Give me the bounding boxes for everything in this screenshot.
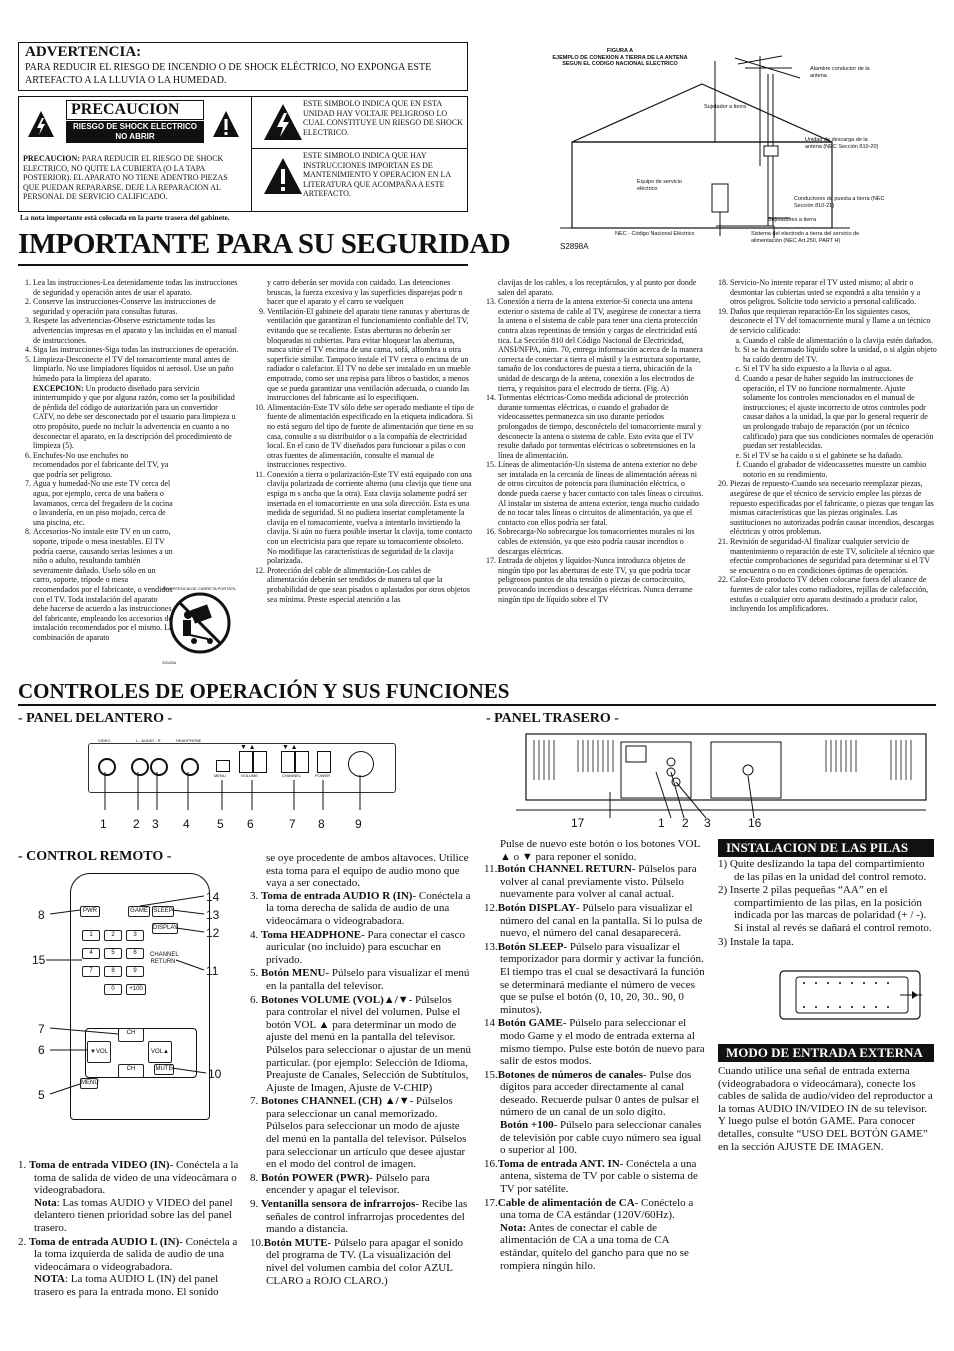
volup-label: VOL xyxy=(151,1049,164,1055)
callout-6r: 6 xyxy=(38,1043,45,1057)
list-item: 2. Conserve las instrucciones-Conserve las instrucciones de seguridad y operación para consultas futuras. xyxy=(33,297,240,316)
list-item: 4. Siga las instrucciones-Siga todas las instrucciones de operación. xyxy=(33,345,240,355)
label-menu: MENU xyxy=(214,773,226,778)
callout-r1: 1 xyxy=(658,816,665,830)
desc-9: 9. Ventanilla sensora de infrarrojos- Recibe las señales de control infrarrojas procedentes del mando a distancia. xyxy=(250,1198,468,1236)
list-item: 18. Servicio-No intente reparar el TV usted mismo; al abrir o desmontar las cubiertas usted se expondrá a alta tensión y a otros peligros. Solicite todo servicio a personal calificado. xyxy=(730,278,937,307)
cart-tip-icon xyxy=(168,591,232,655)
caution-label-box xyxy=(22,102,243,144)
exclamation-symbol-icon xyxy=(263,157,303,195)
figure-a xyxy=(520,46,940,266)
figure-code: S2898A xyxy=(560,242,589,251)
d15b-text: - Púlselo para seleccionar canales de televisión por cable cuyo número sea igual o superior al 100. xyxy=(500,1119,702,1157)
digit-4-button[interactable]: 4 xyxy=(82,948,100,959)
digit-7-button[interactable]: 7 xyxy=(82,966,100,977)
caution-text-body: PARA REDUCIR EL RIESGO DE SHOCK ELECTRICO, NO QUITE LA CUBIERTA (O LA TAPA POSTERIOR). EL APARATO NO TIENE ADENTRO PIEZAS QUE PUEDAN REPARARSE. DEJE LA REPARACION AL PERSONAL DE SERVICIO CALIFICADO. xyxy=(23,154,228,202)
antenna-house-diagram xyxy=(520,46,940,266)
label-sistema: Sistema del electrodo a tierra del servicio de alimentación (NEC Art.250, PART H) xyxy=(751,231,860,244)
d8-name: Botón POWER (PWR) xyxy=(261,1171,370,1184)
shock-label: RIESGO DE SHOCK ELECTRICO NO ABRIR xyxy=(66,121,204,143)
d17-note: Antes de conectar el cable de alimentación de CA a una toma de CA estándar, quítelo del gancho para que no se rompiera ningún hilo. xyxy=(500,1221,689,1272)
rear-panel-diagram xyxy=(486,732,936,832)
d5-name: Botón MENU xyxy=(261,967,326,980)
desc-list-3 xyxy=(484,863,706,1272)
batteries-list xyxy=(718,858,936,948)
d2-name: Toma de entrada AUDIO L (IN) xyxy=(29,1235,180,1248)
sleep-button[interactable]: SLEEP xyxy=(152,906,174,917)
rule xyxy=(18,704,936,706)
d11-text: - Púlselos para volver al canal previamente visto. Púlselo nuevamente para volver al canal actual. xyxy=(500,863,697,901)
safety-list-2 xyxy=(252,307,474,604)
rule xyxy=(18,264,468,266)
list-item: 13. Conexión a tierra de la antena exterior-Si conecta una antena exterior o sistema de cable al TV, asegúrese de conectar a tierra la antena o el sistema de cable para tener una cierta protección contra alzas repentinas de tensión y cargas de electricidad está tica. La Sección 810 del Código Nacional de Electricidad, ANSI/NFPA, núm. 70, entrega información acerca de la manera correcta de conectar a tierra el mástil y la estructura soportante, tamaño de los conductores de puesta a tierra, ubicación de la unidad de descarga de la antena, conexión a los electrodos de tierra, y requisitos para el electrodo de tierra. (Fig. A) xyxy=(498,297,705,393)
digit-0-button[interactable]: 0 xyxy=(104,984,122,995)
d10-text: - Púlselo para apagar el sonido del programa de TV. (La visualización del nivel del volumen cambia del color AZUL CLARO a ROJO CLARO.) xyxy=(266,1236,463,1287)
d15-text: - Pulse dos dígitos para acceder directamente al canal deseado. Recuerde pulsar 0 antes de pulsar el número de un canal de un solo dígito. xyxy=(500,1068,700,1119)
list-item: 1. Lea las instrucciones-Lea detenidamente todas las instrucciones de seguridad y operación antes de usar el aparato. xyxy=(33,278,240,297)
external-title: MODO DE ENTRADA EXTERNA xyxy=(718,1044,934,1062)
d2-cont: se oye procedente de ambos altavoces. Utilice esta toma para el equipo de audio mono que vaya a ser conectado. xyxy=(266,852,469,890)
d3-name: Toma de entrada AUDIO R (IN) xyxy=(261,889,413,902)
callout-14: 14 xyxy=(206,890,220,904)
symbol2-text: ESTE SIMBOLO INDICA QUE HAY INSTRUCCIONES IMPORTAN ES DE MANTENIMIENTO Y OPERACION EN LA LITERATURA QUE ACOMPAÑA A ESTE ARTEFACTO. xyxy=(303,151,451,199)
channel-up-button[interactable]: CH xyxy=(118,1028,144,1042)
d15-name: Botones de números de canales xyxy=(497,1068,643,1081)
remote-title: - CONTROL REMOTO - xyxy=(18,849,172,864)
figure-title-1: FIGURA A xyxy=(606,48,634,54)
callout-10: 10 xyxy=(208,1067,222,1081)
pwr-button[interactable]: PWR xyxy=(80,906,100,917)
list-item: 14. Tormentas eléctricas-Como medida adicional de protección durante tormentas eléctricas, o cuando el grabador de videocassettes permanezca sin uso durante períodos prolongados de tiempo, desconéctelo del tomacorriente mural y desconecte la antena o sistema de cable. Esto evita que el TV resulte dañado por tormentas eléctricas o sobretensiones en la línea de alimentación. xyxy=(498,393,705,460)
label-video: VIDEO xyxy=(98,738,111,743)
d13-text: - Púlselo para visualizar el temporizador para dormir y activar la función. El tiempo tras el cual se desactivará la función se determinará mediante el número de veces que se pulse el botón (0, 10, 20, 30.. 90, 0 minutos). xyxy=(500,940,705,1016)
label-audio: L - AUDIO - R xyxy=(136,738,161,743)
display-button[interactable]: DISPLAY xyxy=(152,923,178,934)
caution-text xyxy=(23,154,245,202)
channel-arrows-icon: ▼ ▲ xyxy=(282,743,298,751)
figure-title-2: EJEMPLO DE CONEXION A TIERRA DE LA ANTENA xyxy=(552,54,688,61)
desc-3: 3. Toma de entrada AUDIO R (IN)- Conéctela a la toma derecha de salida de audio de una videocámara o videograbadora. xyxy=(250,889,471,927)
desc-col-2 xyxy=(250,852,472,1288)
list-item: 20. Piezas de repuesto-Cuando sea necesario reemplazar piezas, asegúrese de que el técnico de servicio emplee las piezas de repuesto especificadas por el fabricante, o piezas que tengan las mismas características que las piezas originales. Las sustituciones no autorizadas podrán causar incendios, descargas eléctricas y otros problemas. xyxy=(730,479,937,537)
rear-panel-drawing xyxy=(486,732,936,832)
safety-col-2 xyxy=(252,278,474,604)
controls-title: CONTROLES DE OPERACIÓN Y SUS FUNCIONES xyxy=(18,679,510,703)
list-item: 10. Alimentación-Este TV sólo debe ser operado mediante el tipo de fuente de alimentación especificado en la etiqueta indicadora. Si no está seguro del tipo de fuente de alimentación que tiene en su casa, consulte a su distribuidor o a la compañía de electricidad local. En el caso de TV diseñados para funcionar a pilas o con otras fuentes de alimentación, consulte el manual de instrucciones respectivo. xyxy=(267,403,474,470)
front-panel-diagram xyxy=(86,738,396,832)
desc-list-1 xyxy=(18,1159,240,1299)
caution-text-lead: PRECAUCION: xyxy=(23,154,80,163)
callout-12: 12 xyxy=(206,926,220,940)
d1-text: - Conéctela a la toma de salida de video de una videocámara o videograbadora. xyxy=(34,1159,239,1197)
callout-11: 11 xyxy=(206,964,219,978)
list-item: 11. Conexión a tierra o polarización-Este TV está equipado con una clavija polarizada de corriente alterna (una clavija que tiene una espiga m s ancha que la otra). Esta clavija solamente podrá ser insertada en el tomacorriente en una sola dirección. Esta es una medida de seguridad. Si no pudiera insertar completamente la clavija en el tomacorriente, vuelva a intentarlo invirtiendo la clavija. Si aún no fuera posible insertar la clavija, tome contacto con un electricista para que repare su tomacorriente obsoleto. No modifique las características de seguridad de la clavija polarizada. xyxy=(267,470,474,566)
d8-text: - Púlselo para encender y apagar el televisor. xyxy=(266,1171,430,1197)
batteries-steps xyxy=(718,858,936,949)
d10-cont: Pulse de nuevo este botón o los botones VOL ▲ o ▼ para reponer el sonido. xyxy=(500,838,700,863)
d15b-name: Botón +100 xyxy=(500,1119,554,1132)
desc-13: 13.Botón SLEEP- Púlselo para visualizar el temporizador para dormir y activar la función. El tiempo tras el cual se desactivará la función se determinará mediante el número de veces que se pulse el botón (0, 10, 20, 30.. 90, 0 minutos). xyxy=(484,940,705,1016)
desc-15: 15.Botones de números de canales- Pulse dos dígitos para acceder directamente al canal deseado. Recuerde pulsar 0 antes de pulsar el número de un canal de un solo dígito. Botón +100- Púlselo para seleccionar canales de televisión por cable cuyo número sea igual o superior al 100. xyxy=(484,1068,702,1157)
d10-name: Botón MUTE xyxy=(263,1236,328,1249)
exclamation-warning-icon xyxy=(212,110,240,138)
callout-1: 1 xyxy=(100,817,107,831)
remote-diagram xyxy=(30,868,240,1118)
d5-text: - Púlselo para visualizar el menú en la pantalla del televisor. xyxy=(266,967,470,992)
list-item: a. Cuando el cable de alimentación o la clavija estén dañados. xyxy=(743,336,937,346)
external-text: Cuando utilice una señal de entrada externa (videograbadora o videocámara), conecte los cables de salida de audio/video del reproductor a la tomas AUDIO IN/VIDEO IN de su televisor. Y luego pulse el botón GAME. Para conocer detalles, consulte “USO DEL BOTÓN GAME” en la sección AJUSTE DE IMAGEN. xyxy=(718,1065,933,1153)
d16-name: Toma de entrada ANT. IN xyxy=(497,1157,620,1170)
channel-return-button[interactable]: CHANNEL RETURN xyxy=(150,952,176,968)
d17-text: - Conéctelo a una toma de CA estándar (120V/60Hz). xyxy=(500,1196,694,1222)
digit-5-button[interactable]: 5 xyxy=(104,948,122,959)
label-sujetador: Sujetador a tierra xyxy=(704,104,747,110)
d4-text: - Para conectar el casco auricular (no incluido) para escuchar en privado. xyxy=(266,928,465,966)
rear-panel-title: - PANEL TRASERO - xyxy=(486,711,619,726)
list-item: 12. Protección del cable de alimentación-Los cables de alimentación deberán ser tendidos de manera tal que la probabilidad de que sean pisados o aplastados por otros objetos sea mínima. Preste especial atención a las xyxy=(267,566,474,604)
plus100-button[interactable]: +100 xyxy=(126,984,146,995)
list-item: 6. Enchufes-No use enchufes no recomendados por el fabricante del TV, ya que podría ser peligroso. xyxy=(33,451,173,480)
desc-14: 14 Botón GAME- Púlselo para seleccionar el modo Game y el modo de entrada externa al mismo tiempo. Pulse este botón de nuevo para salir de estos modos. xyxy=(484,1017,705,1068)
safety-list-3 xyxy=(483,297,705,604)
channel-down-button[interactable]: CH xyxy=(118,1064,144,1078)
d7-text: - Púlselos para seleccionar un canal memorizado. Púlselos para seleccionar un modo de ajuste del menú en la pantalla del televisor. Púlselos para seleccionar un artículo que desee ajustar en el modo del control de imagen. xyxy=(266,1095,467,1171)
d1-name: Toma de entrada VIDEO (IN) xyxy=(29,1159,170,1171)
battery-cover-drawing xyxy=(776,967,926,1023)
callout-8r: 8 xyxy=(38,908,45,922)
d14-text: - Púlselo para seleccionar el modo Game y el modo de entrada externa al mismo tiempo. Pulse este botón de nuevo para salir de estos modos. xyxy=(500,1017,705,1068)
battery-cover-figure xyxy=(776,967,926,1023)
desc-1: 1. Toma de entrada VIDEO (IN)- Conéctela a la toma de salida de video de una videocámara o videograbadora. Nota: Las tomas AUDIO y VIDEO del panel delantero tienen prioridad sobre las del panel trasero. xyxy=(18,1159,239,1234)
safety-sublist xyxy=(715,336,937,480)
list-item: 9. Ventilación-El gabinete del aparato tiene ranuras y aberturas de ventilación que garantizan el funcionamiento confiable del TV, evitando que se recaliente. Estas aberturas no deberán ser bloqueadas ni cubiertas. Para evitar bloquear las aberturas, nunca sitúe el TV encima de una cama, sofá, alfombra u otra superficie similar. Tampoco instale el TV cerca o encima de un radiador o calefactor. El TV no debe ser instalado en un mueble empotrado, como ser una repisa para libros o bastidor, a menos que se pueda garantizar una ventilación adecuada, o cuando las instrucciones del fabricante así lo especifiquen. xyxy=(267,307,474,403)
desc-6: 6. Botones VOLUME (VOL)▲/▼- Púlselos para controlar el nivel del volumen. Pulse el botón VOL ▲ para determinar un modo de ajuste del menú en la pantalla del televisor. Púlselos para seleccionar o ajustar de un menú particular. (por ejemplo: Selección de Idioma, Preajuste de Canales, Selección de Subtítulos, Ajuste de Imagen, Ajuste de V-CHIP) xyxy=(250,993,471,1094)
caution-title: PRECAUCION xyxy=(66,100,204,120)
warning-box xyxy=(18,42,468,91)
battery-step: 2) Inserte 2 pilas pequeñas “AA” en el compartimiento de las pilas, en la posición indicada por las marcas de polaridad (+ / -). Si instal al revés se dañará el control remoto. xyxy=(718,884,932,934)
cart-warning-figure xyxy=(162,586,242,664)
voldn-label: VOL xyxy=(95,1049,108,1055)
desc-16: 16.Toma de entrada ANT. IN- Conéctela a una antena, sistema de TV por cable o sistema de TV por satélite. xyxy=(484,1157,698,1196)
label-channel: CHANNEL xyxy=(282,773,302,778)
d14-name: Botón GAME xyxy=(497,1017,563,1030)
label-conductores: Conductores de puesta a tierra (NEC Sección 810-21) xyxy=(794,196,885,209)
d1-note-lead: Nota xyxy=(34,1196,57,1209)
exception-text: Un producto diseñado para servicio ininterrumpido y que por alguna razón, como ser la posibilidad de pérdida del código de autorización para un convertidor CATV, no debe ser desconectado por el usuario para limpieza u otro propósito, puede no incluir la advertencia en cuanto a no desconectar el aparato, en la descripción del procedimiento de limpieza (5). xyxy=(33,383,236,451)
list-item: 17. Entrada de objetos y líquidos-Nunca introduzca objetos de ningún tipo por las aberturas de este TV, ya que podría tocar peligrosos puntos de alta tensión o piezas de cortocircuito, provocando incendios o descargas eléctricas. Nunca derrame ningún tipo de líquido sobre el TV xyxy=(498,556,705,604)
list-item: 8. Accesorios-No instale este TV en un carro, soporte, trípode o mesa inestables. El TV podría caerse, causando serias lesiones a un niño o adulto, resultando también severamente dañado. Uselo sólo en un carro, soporte, trípode o mesa recomendados por el fabricante, o vendidos con el TV. Toda instalación del aparato debe hacerse de acuerdo a las instrucciones del fabricante, empleando los accesorios de instalación recomendados por el mismo. La combinación de aparato xyxy=(33,527,173,642)
label-headphone: HEADPHONE xyxy=(176,738,202,743)
list-item: 7. Agua y humedad-No use este TV cerca del agua, por ejemplo, cerca de una bañera o lavamanos, cerca del fregadero de la cocina o lavandería, en un piso mojado, cerca de una piscina, etc. xyxy=(33,479,173,527)
figure-title-3: SEGUN EL CODIGO NACIONAL ELECTRICO xyxy=(562,61,678,67)
d9-text: - Recibe las señales de control infrarrojas procedentes del mando a distancia. xyxy=(266,1198,468,1236)
menu-button[interactable]: MENU xyxy=(80,1078,98,1089)
batteries-title: INSTALACION DE LAS PILAS xyxy=(718,839,934,857)
list-item: 3. Respete las advertencias-Observe estrictamente todas las advertencias impresas en el aparato y las incluidas en el manual de instrucciones. xyxy=(33,316,240,345)
callout-2: 2 xyxy=(133,817,140,831)
d11-name: Botón CHANNEL RETURN xyxy=(497,863,632,876)
warning-title: ADVERTENCIA: xyxy=(25,44,142,60)
desc-list-2 xyxy=(250,890,472,1287)
callout-4: 4 xyxy=(183,817,190,831)
callout-13: 13 xyxy=(206,908,220,922)
digit-3-button[interactable]: 3 xyxy=(126,930,144,941)
desc-12: 12.Botón DISPLAY- Púlselo para visualizar el número del canal en la pantalla. Si lo pulsa de nuevo, el número del canal desaparecerá. xyxy=(484,901,703,940)
desc-7: 7. Botones CHANNEL (CH) ▲/▼- Púlselos para seleccionar un canal memorizado. Púlselos para seleccionar un modo de ajuste del menú en la pantalla del televisor. Púlselos para seleccionar un artículo que desee ajustar en el modo del control de imagen. xyxy=(250,1095,467,1171)
safety-list-1 xyxy=(18,278,240,384)
d2-note-lead: NOTA xyxy=(34,1273,65,1286)
safety-list-4b xyxy=(715,479,937,613)
callout-17: 17 xyxy=(571,816,585,830)
desc-8: 8. Botón POWER (PWR)- Púlselo para encender y apagar el televisor. xyxy=(250,1171,430,1197)
list-item: 15. Líneas de alimentación-Un sistema de antena exterior no debe ser instalada en la cercanía de líneas de alimentación aéreas ni de otros circuitos de potencia para iluminación eléctrica, o donde pueda caerse y hacer contacto con tales líneas o circuitos. Al instalar un sistema de antena exterior, tenga mucho cuidado de no tocar tales líneas o circuitos de alimentación, ya que el contacto con ellos podría ser fatal. xyxy=(498,460,705,527)
d12-name: Botón DISPLAY xyxy=(497,901,576,914)
list-item: c. Si el TV ha sido expuesto a la lluvia o al agua. xyxy=(743,364,937,374)
d3-text: - Conéctela a la toma derecha de salida de audio de una videocámara o videograbadora. xyxy=(266,889,471,927)
digit-6-button[interactable]: 6 xyxy=(126,948,144,959)
d2-text: - Conéctela a la toma izquierda de salida de audio de una videocámara o videograbadora. xyxy=(34,1235,238,1273)
label-volume: VOLUME xyxy=(241,773,258,778)
digit-1-button[interactable]: 1 xyxy=(82,930,100,941)
warning-text: PARA REDUCIR EL RIESGO DE INCENDIO O DE SHOCK ELÉCTRICO, NO EXPONGA ESTE ARTEFACTO A LA LLUVIA O LA HUMEDAD. xyxy=(25,62,432,86)
safety-col-4 xyxy=(715,278,937,614)
callout-6: 6 xyxy=(247,817,254,831)
d6-name: Botones VOLUME (VOL)▲/▼ xyxy=(261,993,409,1006)
desc-5: 5. Botón MENU- Púlselo para visualizar el menú en la pantalla del televisor. xyxy=(250,967,470,992)
d16-text: - Conéctela a una antena, sistema de TV por cable o sistema de TV por satélite. xyxy=(500,1157,698,1196)
divider xyxy=(251,148,467,149)
digit-8-button[interactable]: 8 xyxy=(104,966,122,977)
list-item: 19. Daños que requieran reparación-En los siguientes casos, desconecte el TV del tomacorriente mural y llame a un técnico de servicio calificado: xyxy=(730,307,937,336)
lightning-symbol-icon xyxy=(263,103,303,141)
desc-col-3 xyxy=(484,838,706,1273)
mute-button[interactable]: MUTE xyxy=(154,1064,174,1075)
exception-block xyxy=(18,384,240,451)
list-item: 21. Revisión de seguridad-Al finalizar cualquier servicio de mantenimiento o reparación de este TV, solicítele al técnico que efectúe comprobaciones de seguridad para determinar si el TV se encuentra o no en condiciones óptimas de operación. xyxy=(730,537,937,575)
battery-step: 1) Quite deslizando la tapa del compartimiento de las pilas en la unidad del control remoto. xyxy=(718,858,927,883)
d12-text: - Púlselo para visualizar el número del canal en la pantalla. Si lo pulsa de nuevo, el número del canal desaparecerá. xyxy=(500,901,703,940)
arrow-up-icon: ▲ xyxy=(163,1049,169,1055)
d1-note: : Las tomas AUDIO y VIDEO del panel delantero tienen prioridad sobre las del panel trasero. xyxy=(34,1196,233,1234)
label-unidad: Unidad de descarga de la antena (NEC Sección 810-20) xyxy=(805,137,879,150)
battery-step: 3) Instale la tapa. xyxy=(718,935,794,948)
exception-lead: EXCEPCION: xyxy=(33,383,84,393)
callout-7r: 7 xyxy=(38,1022,45,1036)
callout-15: 15 xyxy=(32,953,46,967)
caution-box xyxy=(18,96,468,212)
label-sujetadores: Sujetadores a tierra xyxy=(768,217,816,223)
d4-name: Toma HEADPHONE xyxy=(261,928,362,941)
digit-2-button[interactable]: 2 xyxy=(104,930,122,941)
safety-col-3 xyxy=(483,278,705,604)
d2-note: : La toma AUDIO L (IN) del panel trasero es para la entrada mono. El sonido xyxy=(34,1273,219,1298)
divider xyxy=(251,97,252,211)
list-item: e. Si el TV se ha caído o si el gabinete se ha dañado. xyxy=(743,451,937,461)
safety-list-4 xyxy=(715,278,937,336)
d6-text: - Púlselos para controlar el nivel del volumen. Pulse el botón VOL ▲ para determinar un modo de ajuste del menú en la pantalla del televisor. Púlselos para seleccionar o ajustar de un menú particular. (por ejemplo: Selección de Idioma, Preajuste de Canales, Selección de Subtítulos, Ajuste de Imagen, Ajuste de V-CHIP) xyxy=(266,993,471,1094)
label-alambre: Alambre conductor de la antena xyxy=(810,66,870,79)
label-power: POWER xyxy=(315,773,331,778)
list-item: f. Cuando el grabador de videocassettes muestre un cambio notorio en su rendimiento. xyxy=(743,460,937,479)
cart-code: S3126A xyxy=(162,660,177,665)
d17-name: Cable de alimentación de CA xyxy=(497,1196,635,1209)
callout-5r: 5 xyxy=(38,1088,45,1102)
list-item: d. Cuando a pesar de haber seguido las instrucciones de operación, el TV no funcione normalmente. Ajuste solamente los controles mencionados en el manual de instrucciones; el ajuste incorrecto de otros controles podr causar daños a la unidad, la que por lo general requerir de un prolongado trabajo de reparación (por un técnico calificado) para que sus condiciones normales de operación puedan ser restablecidas. xyxy=(743,374,937,451)
list-item: b. Si se ha derramado líquido sobre la unidad, o si algún objeto ha caído dentro del TV. xyxy=(743,345,937,364)
game-button[interactable]: GAME xyxy=(128,906,150,917)
col2-lead: y carro deberán ser movida con cuidado. Las detenciones bruscas, la fuerza excesiva y las superficies disparejas podr n hacer que el aparato y el carro se vuelquen xyxy=(267,278,463,307)
list-item: 22. Calor-Esto producto TV deben colocarse fuera del alcance de fuentes de calor tales como radiadores, rejillas de calefacción, estufas o cualquier otro aparato destinado a producir calor, incluyendo los amplificadores. xyxy=(730,575,937,613)
callout-7: 7 xyxy=(289,817,296,831)
desc-11: 11.Botón CHANNEL RETURN- Púlselos para volver al canal previamente visto. Púlselo nuevamente para volver al canal actual. xyxy=(484,863,697,901)
list-item: 5. Limpieza-Desconecte el TV del tomacorriente mural antes de limpiarlo. No use limpiadores líquidos ni aerosol. Use un paño húmedo para la limpieza del aparato. xyxy=(33,355,240,384)
callout-3: 3 xyxy=(152,817,159,831)
lightning-warning-icon xyxy=(27,110,55,138)
d17-note-lead: Nota: xyxy=(500,1221,527,1234)
col3-lead: clavijas de los cables, a los receptáculos, y al punto por donde salen del aparato. xyxy=(498,278,697,297)
callout-5: 5 xyxy=(217,817,224,831)
label-nec: NEC - Código Nacional Eléctrico xyxy=(615,231,695,237)
list-item: 16. Sobrecarga-No sobrecargue los tomacorrientes murales ni los cables de extensión, ya que esto podría causar incendios o descargas eléctricas. xyxy=(498,527,705,556)
callout-r2: 2 xyxy=(682,816,689,830)
symbol1-text: ESTE SIMBOLO INDICA QUE EN ESTA UNIDAD HAY VOLTAJE PELIGROSO LO CUAL CONSTITUYE UN RIESGO DE SHOCK ELECTRICO. xyxy=(303,99,463,137)
desc-2: 2. Toma de entrada AUDIO L (IN)- Conéctela a la toma izquierda de salida de audio de una videocámara o videograbadora. NOTA: La toma AUDIO L (IN) del panel trasero es para la entrada mono. El sonido xyxy=(18,1235,238,1298)
callout-r3: 3 xyxy=(704,816,711,830)
d9-name: Ventanilla sensora de infrarrojos xyxy=(261,1198,416,1211)
desc-col-1 xyxy=(18,1159,240,1300)
d13-name: Botón SLEEP xyxy=(497,940,564,953)
rear-note: La nota importante está colocada en la parte trasera del gabinete. xyxy=(20,213,230,222)
desc-4: 4. Toma HEADPHONE- Para conectar el casco auricular (no incluido) para escuchar en privado. xyxy=(250,928,465,966)
safety-title: IMPORTANTE PARA SU SEGURIDAD xyxy=(18,228,511,260)
desc-17: 17.Cable de alimentación de CA- Conéctelo a una toma de CA estándar (120V/60Hz). Nota: Antes de conectar el cable de alimentación de CA a una toma de CA estándar, quítelo del gancho para que no se rompiera ningún hilo. xyxy=(484,1196,694,1272)
callout-9: 9 xyxy=(355,817,362,831)
cart-label: ADVERTENCIA DE CARRETA PORTATIL xyxy=(162,586,237,591)
callout-16: 16 xyxy=(748,816,762,830)
arrow-down-icon: ▼ xyxy=(90,1049,96,1055)
d7-name: Botones CHANNEL (CH) ▲/▼ xyxy=(261,1095,410,1108)
remote-callout-lines xyxy=(30,868,240,1118)
desc-10: 10.Botón MUTE- Púlselo para apagar el sonido del programa de TV. (La visualización del nivel del volumen cambia del color AZUL CLARO a ROJO CLARO.) xyxy=(250,1236,463,1287)
callout-8: 8 xyxy=(318,817,325,831)
safety-list-1b xyxy=(18,451,173,643)
volume-arrows-icon: ▼ ▲ xyxy=(240,743,256,751)
label-equipo: Equipo de servicio eléctrico xyxy=(637,179,682,192)
front-panel-title: - PANEL DELANTERO - xyxy=(18,711,173,726)
digit-9-button[interactable]: 9 xyxy=(126,966,144,977)
